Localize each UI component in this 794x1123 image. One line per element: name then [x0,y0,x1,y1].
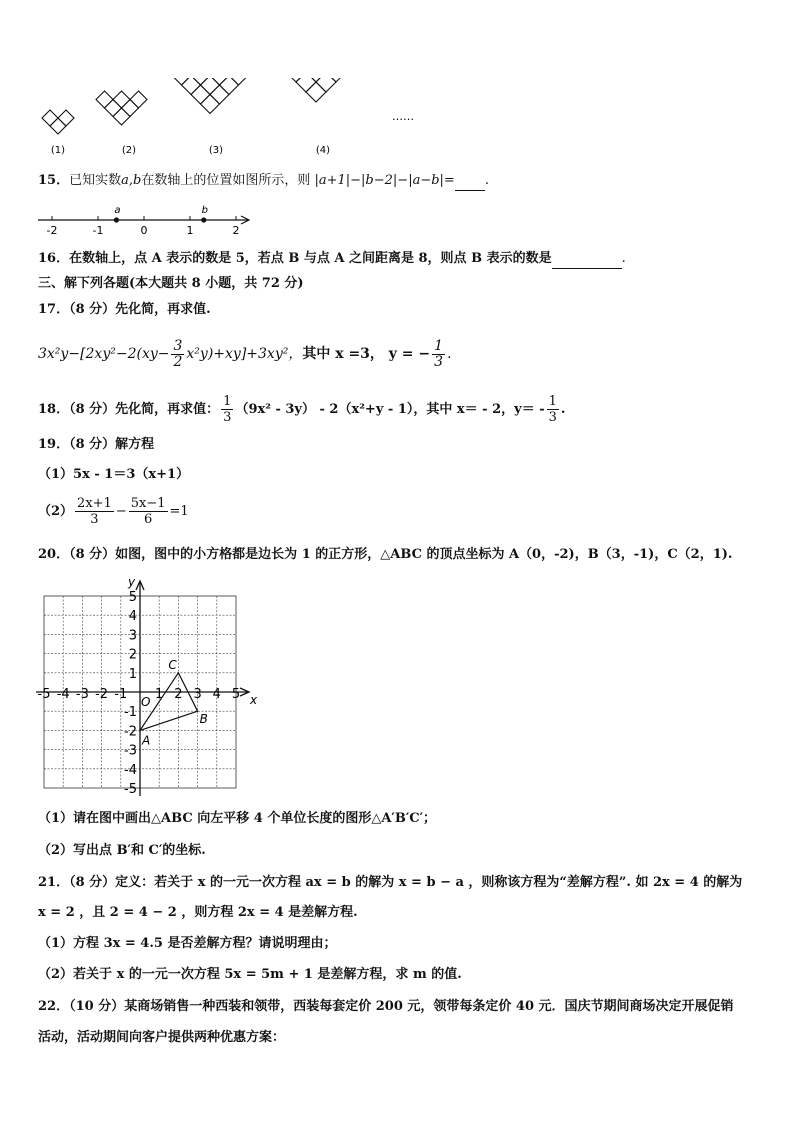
q21-part2: （2）若关于 x 的一元一次方程 5x = 5m + 1 是差解方程，求 m 的值. [38,967,462,982]
q19-rhs: =1 [169,504,189,519]
diamond-cell [306,82,326,102]
x-axis-label: x [250,693,258,707]
q15-expression: |a+1|−|b−2|−|a−b|= [314,173,455,188]
diamond-cell [210,85,229,104]
figure-label-4: (4) [315,145,331,156]
diamond-cell [42,110,58,126]
x-tick-label: -3 [75,687,89,702]
q17-expr-tail: ]+3xy²， [240,346,303,362]
tick-label: 1 [186,224,194,236]
q19-part2 [38,494,189,530]
q15-vars: a,b [121,173,142,188]
point-b [201,217,206,222]
y-tick-label: 4 [128,609,137,625]
tick-label: 0 [140,224,148,236]
q19-part2-label: （2） [38,504,74,519]
diamond-cell [201,95,220,114]
figure-label-1: (1) [50,145,66,156]
q17-cond-fraction: $\frac{1}{3}$ [434,337,444,370]
q17-fraction: $\frac{3}{2}$ [173,337,183,370]
y-tick-label: -5 [124,782,137,797]
figure-label-2: (2) [121,145,137,156]
y-tick-label: 1 [128,666,137,682]
q18-cond-fraction: $\frac{1}{3}$ [548,394,557,425]
section-title: 三、解下列各题(本大题共 8 小题，共 72 分) [38,276,304,291]
q17-expr-after: x²y)+xy [186,346,241,362]
x-tick-label: 4 [212,687,221,702]
pattern-ellipsis: …… [392,110,414,123]
vertex-label-C: C [168,657,177,672]
vertex-label-A: A [142,733,151,748]
diamond-cell [201,78,220,95]
diamond-cell [113,91,130,108]
q17-expr-open: [2xy²−2(xy− [80,346,170,362]
diamond-cell [50,118,66,134]
question-number: 16． [38,251,70,266]
diamond-cell [96,91,113,108]
q22-line1: （10 分）某商场销售一种西装和领带，西装每套定价 200 元，领带每条定价 40 元．国庆节期间商场决定开展促销 [69,999,734,1014]
y-tick-label: -2 [124,724,137,740]
x-tick-label: -2 [95,687,109,702]
tick-label: -1 [92,224,104,236]
diamond-cell [58,110,74,126]
origin-label: O [141,695,151,709]
q17-expr-lead: 3x²y− [38,346,81,362]
q22-line2: 活动，活动期间向客户提供两种优惠方案： [38,1030,286,1045]
number-line [36,200,256,236]
question-17-intro [38,301,211,319]
question-20 [38,546,732,564]
x-tick-label: -4 [56,687,70,702]
x-tick-label: -5 [37,687,51,702]
q19-frac2: $\frac{5x-1}{6}$ [130,496,166,527]
q19-minus: − [115,504,127,519]
question-number: 21． [38,875,70,890]
q15-text-b: 在数轴上的位置如图所示，则 [141,173,311,188]
q19-intro: （8 分）解方程 [69,437,155,452]
q20-part1: （1）请在图中画出△ABC 向左平移 4 个单位长度的图形△A′B′C′； [38,811,437,826]
question-number: 22． [38,999,70,1014]
question-number: 18． [38,402,70,417]
coordinate-grid [36,574,266,798]
q20-part2: （2）写出点 B′和 C′的坐标. [38,843,206,858]
question-17-expression [38,336,452,372]
q16-end: . [621,251,626,266]
point-a [114,217,119,222]
question-16 [38,250,626,269]
x-tick-label: 1 [155,687,164,702]
figure-label-3: (3) [208,145,224,156]
y-tick-label: -3 [124,743,137,759]
question-18 [38,392,565,428]
x-tick-label: 2 [174,687,183,702]
tick-label: 2 [232,224,240,236]
diamond-cell [130,91,147,108]
y-tick-label: 3 [128,628,137,644]
q15-text-a: 已知实数 [69,173,122,188]
y-tick-label: -4 [124,762,137,778]
q18-expr: （9x² - 3y） - 2（x²+y - 1），其中 x＝ - 2，y＝ - [235,402,545,417]
q21-part1: （1）方程 3x = 4.5 是否差解方程？请说明理由； [38,936,337,951]
q15-end: . [484,173,489,188]
answer-blank[interactable] [455,172,485,191]
q17-intro: （8 分）先化简，再求值. [69,302,211,317]
answer-blank[interactable] [552,250,622,269]
question-number: 19． [38,437,70,452]
diamond-cell [220,78,239,95]
question-number: 15． [38,173,70,188]
q17-cond-end: . [447,346,452,362]
q18-fraction: $\frac{1}{3}$ [223,394,232,425]
vertex-label-B: B [199,712,208,727]
question-15 [38,172,489,191]
diamond-cell [113,108,130,125]
q16-text: 在数轴上，点 A 表示的数是 5，若点 B 与点 A 之间距离是 8，则点 B 表示的数是 [69,251,552,266]
diamond-cell [122,100,139,117]
y-tick-label: -1 [124,705,137,721]
q21-line1: （8 分）定义：若关于 x 的一元一次方程 ax = b 的解为 x = b − a ，则称该方程为“差解方程”. 如 2x = 4 的解为 [69,875,743,890]
point-label: b [201,205,208,216]
q19-part1: （1）5x - 1＝3（x+1） [38,467,190,482]
x-tick-label: 3 [193,687,202,702]
q18-intro: （8 分）先化简，再求值： [69,402,220,417]
q20-text: （8 分）如图，图中的小方格都是边长为 1 的正方形，△ABC 的顶点坐标为 A（0，-2)，B（3，-1)，C（2，1). [69,547,733,562]
diamond-cell [191,85,210,104]
diamond-cell [182,78,201,95]
point-label: a [114,205,121,216]
question-22-line1 [38,998,734,1016]
tick-label: -2 [46,224,58,236]
question-number: 20． [38,547,70,562]
q17-condition: 其中 x =3， y = − [302,346,431,362]
question-21-line1 [38,874,742,892]
diamond-cell [105,100,122,117]
x-tick-label: -1 [114,687,128,702]
x-tick-label: 5 [231,687,241,702]
diamond-pattern-figures [30,78,470,160]
y-axis-label: y [128,575,136,589]
question-number: 17． [38,302,70,317]
y-tick-label: 2 [128,647,137,663]
y-tick-label: 5 [128,590,137,605]
q19-frac1: $\frac{2x+1}{3}$ [77,496,112,527]
q18-end: . [560,402,566,417]
question-19-intro [38,436,154,454]
q21-line2: x = 2 ，且 2 = 4 − 2 ，则方程 2x = 4 是差解方程. [38,905,358,920]
